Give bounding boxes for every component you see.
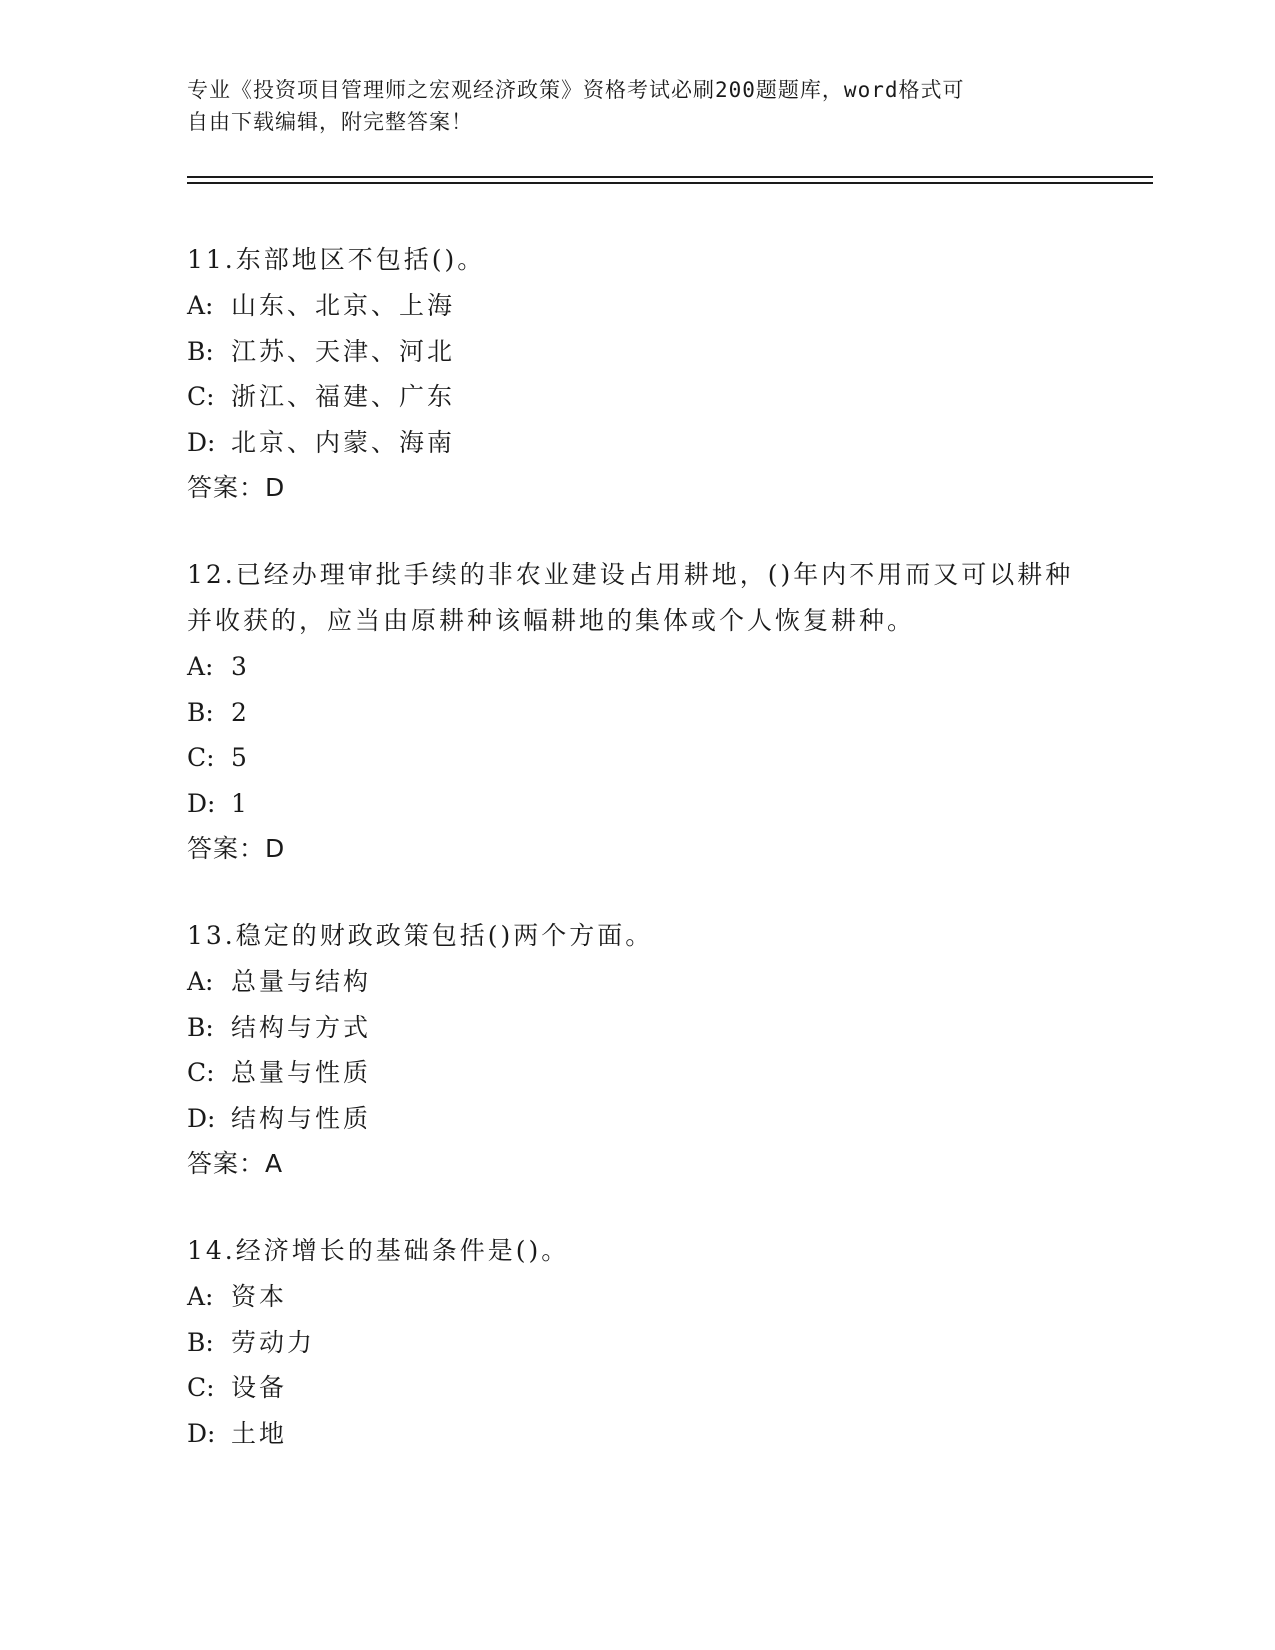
- option-d: [187, 1411, 1087, 1457]
- document-header: [187, 74, 1067, 138]
- option-letter: A:: [187, 291, 214, 320]
- option-text: 山东、北京、上海: [231, 291, 456, 320]
- option-letter: B:: [187, 336, 214, 366]
- option-letter: D:: [187, 1418, 216, 1448]
- header-divider-top: [187, 176, 1153, 178]
- option-c: [187, 1365, 1087, 1411]
- option-text: 江苏、天津、河北: [231, 336, 456, 366]
- option-a: [187, 644, 1087, 690]
- option-letter: A:: [187, 1282, 214, 1311]
- question-stem: 13.稳定的财政政策包括()两个方面。: [187, 921, 654, 950]
- option-a: [187, 283, 1087, 329]
- answer-line: [187, 826, 1087, 872]
- answer-value: D: [265, 473, 285, 502]
- answer-value: D: [265, 834, 285, 863]
- header-divider-bottom: [187, 182, 1153, 184]
- option-c: [187, 1050, 1087, 1096]
- option-letter: D:: [187, 1103, 216, 1133]
- option-letter: A:: [187, 652, 214, 681]
- option-text: 北京、内蒙、海南: [231, 427, 456, 457]
- option-letter: A:: [187, 967, 214, 996]
- option-letter: C:: [187, 743, 215, 772]
- option-text: 劳动力: [231, 1327, 316, 1357]
- option-letter: B:: [187, 1327, 214, 1357]
- option-text: 设备: [231, 1373, 288, 1402]
- answer-label: 答案：: [187, 834, 266, 863]
- option-b: [187, 329, 1087, 375]
- question-12: [187, 552, 1087, 872]
- option-c: [187, 374, 1087, 420]
- option-text: 2: [231, 697, 250, 727]
- option-text: 总量与结构: [231, 967, 372, 996]
- option-text: 浙江、福建、广东: [231, 382, 456, 411]
- option-text: 结构与性质: [231, 1103, 372, 1133]
- option-text: 资本: [231, 1282, 288, 1311]
- option-letter: D:: [187, 788, 216, 818]
- option-letter: B:: [187, 1012, 214, 1042]
- header-line-2: 自由下载编辑，附完整答案！: [187, 110, 473, 134]
- option-letter: B:: [187, 697, 214, 727]
- answer-label: 答案：: [187, 1149, 266, 1178]
- question-stem: 11.东部地区不包括()。: [187, 245, 486, 274]
- answer-line: [187, 465, 1087, 511]
- option-d: [187, 1096, 1087, 1142]
- option-a: [187, 959, 1087, 1005]
- question-list: [187, 237, 1087, 1497]
- question-stem: 14.经济增长的基础条件是()。: [187, 1236, 570, 1265]
- option-text: 总量与性质: [231, 1058, 372, 1087]
- option-b: [187, 1005, 1087, 1051]
- option-text: 结构与方式: [231, 1012, 372, 1042]
- option-letter: C:: [187, 382, 215, 411]
- option-d: [187, 781, 1087, 827]
- option-text: 1: [231, 788, 250, 818]
- header-line-1: 专业《投资项目管理师之宏观经济政策》资格考试必刷200题题库，word格式可: [187, 78, 965, 102]
- option-letter: C:: [187, 1373, 215, 1402]
- option-text: 5: [231, 743, 250, 772]
- question-stem: 12.已经办理审批手续的非农业建设占用耕地，()年内不用而又可以耕种并收获的，应当由原耕种该幅耕地的集体或个人恢复耕种。: [187, 560, 1074, 635]
- question-11: [187, 237, 1087, 511]
- option-c: [187, 735, 1087, 781]
- answer-line: [187, 1141, 1087, 1187]
- question-13: [187, 913, 1087, 1187]
- option-text: 3: [231, 652, 250, 681]
- option-text: 土地: [231, 1418, 288, 1448]
- option-b: [187, 690, 1087, 736]
- question-14: [187, 1228, 1087, 1456]
- answer-value: A: [265, 1149, 283, 1178]
- option-letter: D:: [187, 427, 216, 457]
- answer-label: 答案：: [187, 473, 266, 502]
- option-b: [187, 1320, 1087, 1366]
- option-a: [187, 1274, 1087, 1320]
- option-letter: C:: [187, 1058, 215, 1087]
- option-d: [187, 420, 1087, 466]
